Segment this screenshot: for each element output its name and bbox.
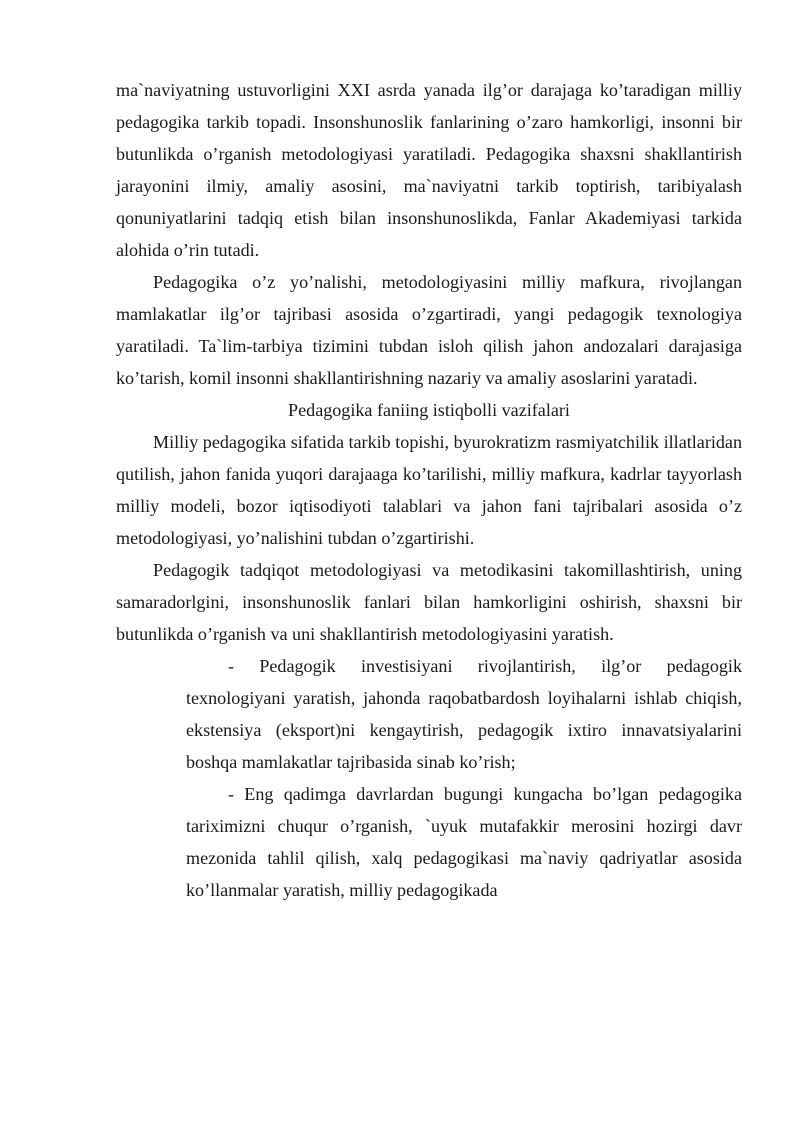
paragraph-2: Pedagogika o’z yo’nalishi, metodologiyasini milliy mafkura, rivojlangan mamlakatlar ilg’or tajribasi asosida o’zgartiradi, yangi pedagogik texnologiya yaratiladi. Ta`lim-tarbiya tizimini tubdan isloh qilish jahon andozalari darajasiga ko’tarish, komil insonni shakllantirishning nazariy va amaliy asoslarini yaratadi. <box>116 272 742 388</box>
paragraph-4: Pedagogik tadqiqot metodologiyasi va metodikasini takomillashtirish, uning samaradorlgini, insonshunoslik fanlari bilan hamkorligini oshirish, shaxsni bir butunlikda o’rganish va uni shakllantirish metodologiyasini yaratish. <box>116 560 742 644</box>
paragraph-3: Milliy pedagogika sifatida tarkib topishi, byurokratizm rasmiyatchilik illatlaridan qutilish, jahon fanida yuqori darajaaga ko’tarilishi, milliy mafkura, kadrlar tayyorlash milliy modeli, bozor iqtisodiyoti talablari va jahon fani tajribalari asosida o’z metodologiyasi, yo’nalishini tubdan o’zgartirishi. <box>116 432 742 548</box>
bullet-item-1: - Pedagogik investisiyani rivojlantirish, ilg’or pedagogik texnologiyani yaratish, jahonda raqobatbardosh loyihalarni ishlab chiqish, ekstensiya (eksport)ni kengaytirish, pedagogik ixtiro innavatsiyalarini boshqa mamlakatlar tajribasida sinab ko’rish; <box>186 656 742 772</box>
bullet-item-2: - Eng qadimga davrlardan bugungi kungacha bo’lgan pedagogika tariximizni chuqur o’rganish, `uyuk mutafakkir merosini hozirgi davr mezonida tahlil qilish, xalq pedagogikasi ma`naviy qadriyatlar asosida ko’llanmalar yaratish, milliy pedagogikada <box>186 784 742 900</box>
document-page <box>116 74 742 906</box>
section-heading: Pedagogika faniing istiqbolli vazifalari <box>288 400 570 420</box>
paragraph-1: ma`naviyatning ustuvorligini XXI asrda yanada ilg’or darajaga ko’taradigan milliy pedagogika tarkib topadi. Insonshunoslik fanlarining o’zaro hamkorligi, insonni bir butunlikda o’rganish metodologiyasi yaratiladi. Pedagogika shaxsni shakllantirish jarayonini ilmiy, amaliy asosini, ma`naviyatni tarkib toptirish, taribiyalash qonuniyatlarini tadqiq etish bilan insonshunoslikda, Fanlar Akademiyasi tarkida alohida o’rin tutadi. <box>116 80 742 260</box>
